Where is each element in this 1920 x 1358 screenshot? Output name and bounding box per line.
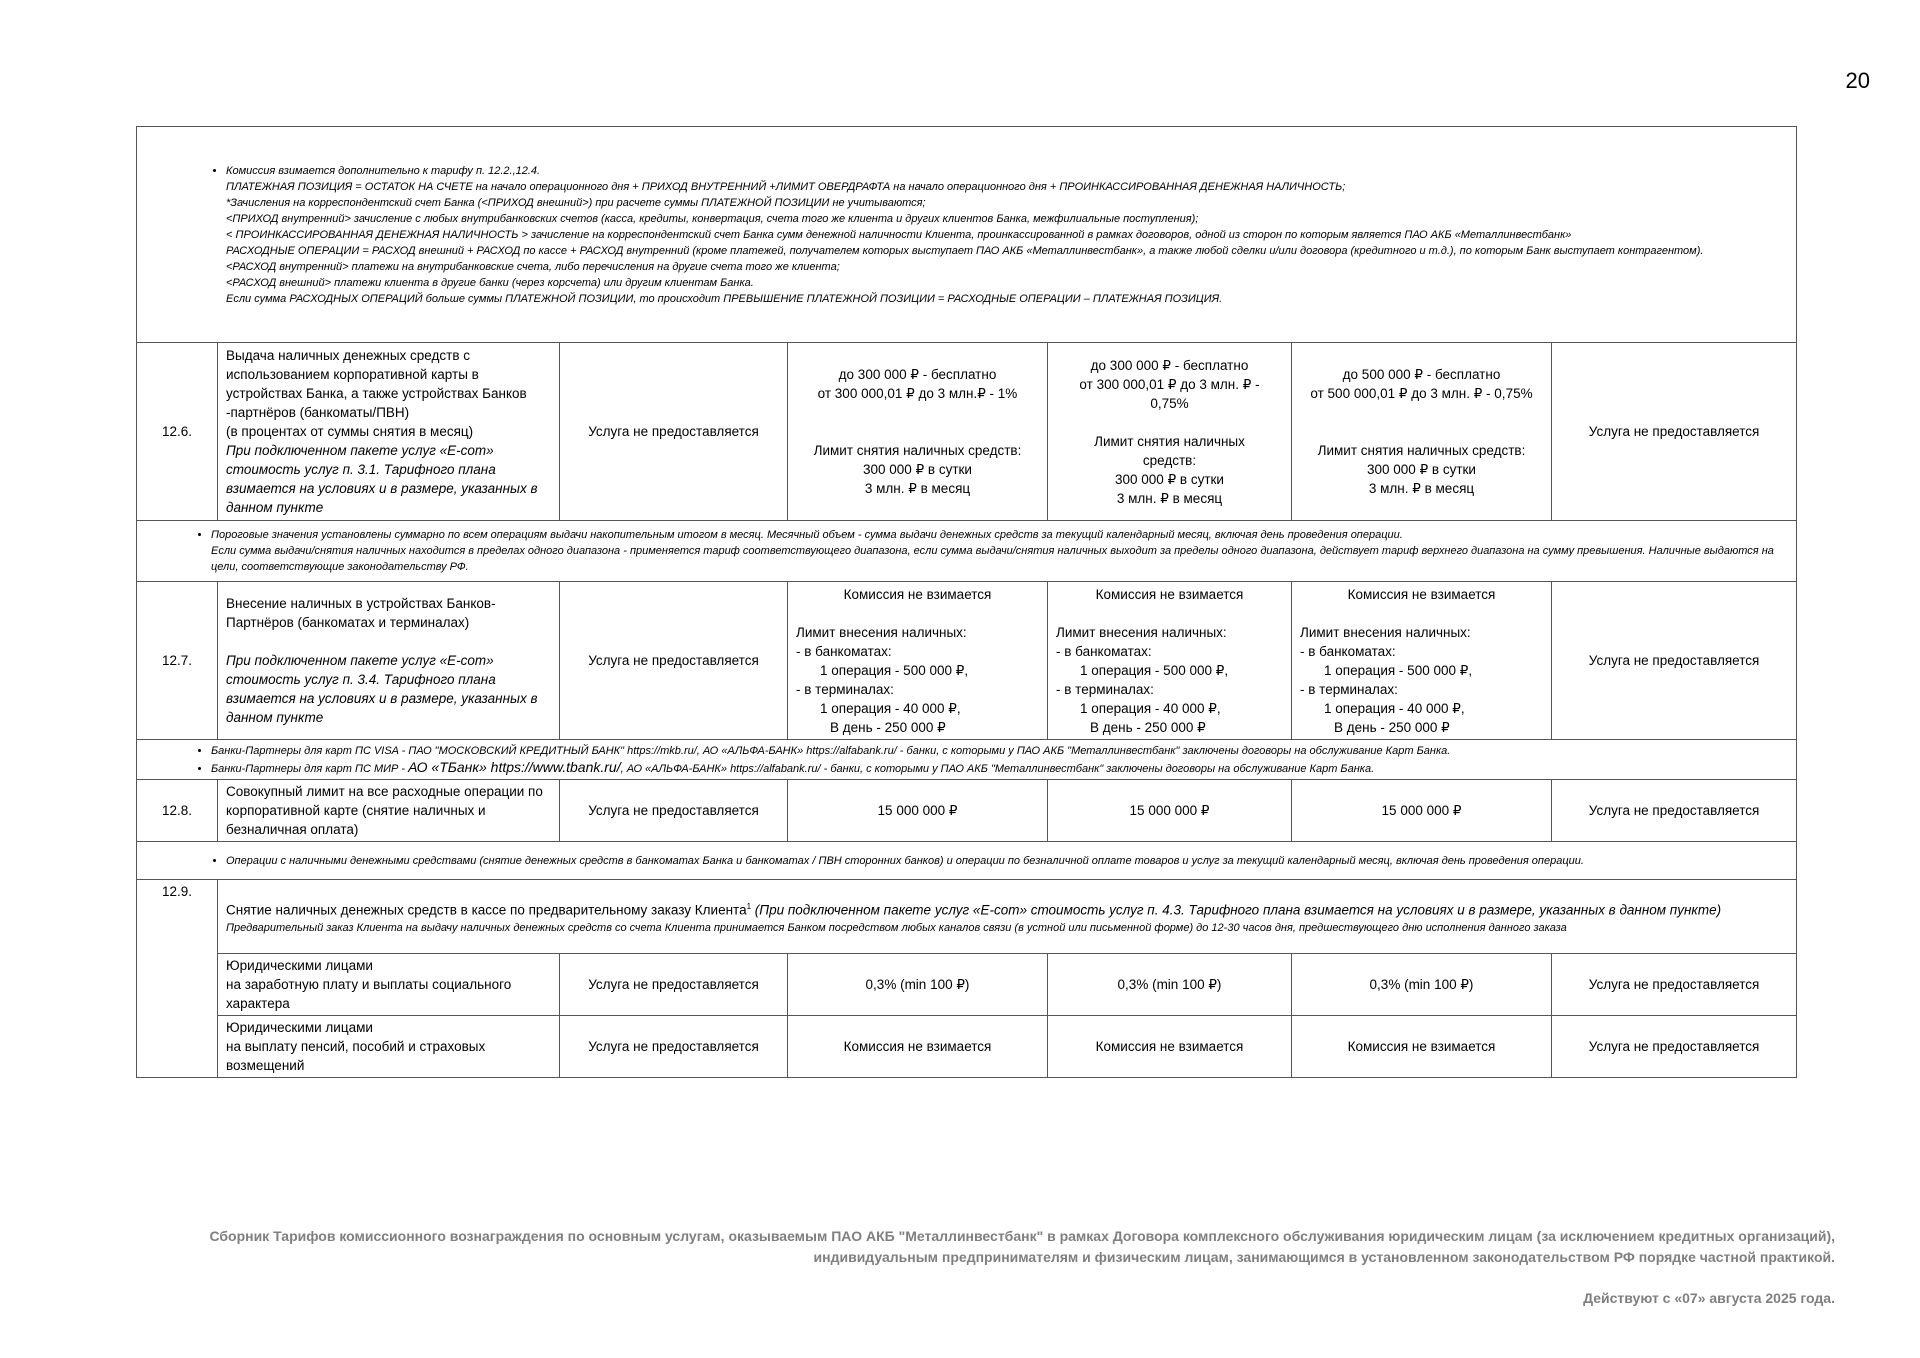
note-cell-top [137, 127, 1797, 343]
tariff-cell: Услуга не предоставляется [560, 954, 788, 1016]
page-number: 20 [1845, 68, 1870, 93]
row-description [218, 582, 560, 740]
row-description: Юридическими лицами на выплату пенсий, пособий и страховых возмещений [218, 1016, 560, 1078]
desc-main: Внесение наличных в устройствах Банков-Партнёров (банкоматах и терминалах) [226, 596, 496, 630]
tariff-cell: Комиссия не взимается [1292, 1016, 1552, 1078]
row-12-9-title-italic: (При подключенном пакете услуг «E-com» стоимость услуг п. 4.3. Тарифного плана взимается на условиях и в размере, указанных в данном пункте) [751, 902, 1722, 918]
footnote-mark: 1 [746, 902, 752, 912]
table-row-12-8 [137, 780, 1797, 842]
atm-value: 1 операция - 500 000 ₽, [820, 662, 969, 678]
desc-main: Выдача наличных денежных средств с использованием корпоративной карты в устройствах Банка, а также устройствах Банков -партнёров (банкоматы/ПВН) [226, 348, 527, 420]
tariff-line: средств: [1142, 452, 1197, 468]
tariff-line: 3 млн. ₽ в месяц [1368, 481, 1475, 496]
note-row-top [137, 127, 1797, 343]
atm-label: - в банкоматах: [1056, 643, 1152, 659]
note-top-bullet: • Комиссия взимается дополнительно к тарифу п. 12.2.,12.4. [226, 163, 1782, 179]
terminal-label: - в терминалах: [1300, 681, 1398, 697]
note-cell-12-7 [137, 740, 1797, 780]
note-12-6-rest: Если сумма выдачи/снятия наличных находится в пределах одного диапазона - применяется тариф соответствующего диапазона, если сумма выдачи/снятия наличных выходит за пределы одного диапазона, действует тариф верхнего диапазона на сумму превышения. Наличные выдаются на цели, соответствующие законодательству РФ. [211, 545, 1774, 573]
day-value: В день - 250 000 ₽ [830, 719, 946, 735]
tariff-line: 3 млн. ₽ в месяц [864, 481, 971, 496]
tariff-line: 300 000 ₽ в сутки [1367, 462, 1476, 477]
row-12-9-title: Снятие наличных денежных средств в кассе по предварительному заказу Клиента [226, 902, 747, 918]
note-12-7-item2: • Банки-Партнеры для карт ПС МИР - АО «ТБанк» https://www.tbank.ru/, АО «АЛЬФА-БАНК» https://alfabank.ru/ - банки, с которыми у ПАО АКБ "Металлинвестбанк" заключены договоры на обслуживание Карт Банка. [211, 759, 1782, 777]
row-number: 12.9. [137, 880, 218, 1078]
tariff-cell: Услуга не предоставляется [1552, 954, 1797, 1016]
note-cell-12-8 [137, 842, 1797, 880]
tariff-cell [788, 343, 1048, 521]
limit-title: Лимит внесения наличных: [796, 624, 967, 640]
tariff-line: до 300 000 ₽ - бесплатно [838, 367, 997, 382]
tariff-cell: 15 000 000 ₽ [1292, 780, 1552, 842]
note-top-line: ПЛАТЕЖНАЯ ПОЗИЦИЯ = ОСТАТОК НА СЧЕТЕ на начало операционного дня + ПРИХОД ВНУТРЕННИЙ +ЛИМИТ ОВЕРДРАФТА на начало операционного дня + ПРОИНКАССИРОВАННАЯ ДЕНЕЖНАЯ НАЛИЧНОСТЬ; [226, 180, 1346, 193]
tariff-cell: Услуга не предоставляется [560, 780, 788, 842]
desc-italic: При подключенном пакете услуг «E-com» стоимость услуг п. 3.1. Тарифного плана взимается на условиях и в размере, указанных в данном пункте [226, 443, 538, 515]
desc-italic: При подключенном пакете услуг «E-com» стоимость услуг п. 3.4. Тарифного плана взимается на условиях и в размере, указанных в данном пункте [226, 653, 538, 725]
tariff-cell: Комиссия не взимается [788, 1016, 1048, 1078]
note-12-8-bullet: • Операции с наличными денежными средствами (снятие денежных средств в банкоматах Банка и банкоматах / ПВН сторонних банков) и операции по безналичной оплате товаров и услуг за текущий календарный месяц, включая день проведения операции. [226, 853, 1782, 869]
commission-label: Комиссия не взимается [1095, 586, 1244, 602]
tariff-cell: Услуга не предоставляется [560, 1016, 788, 1078]
table-row-12-6 [137, 343, 1797, 521]
day-value: В день - 250 000 ₽ [1334, 719, 1450, 735]
atm-value: 1 операция - 500 000 ₽, [1080, 662, 1229, 678]
tariff-cell: 0,3% (min 100 ₽) [1048, 954, 1292, 1016]
tariff-cell: Услуга не предоставляется [560, 582, 788, 740]
note-top-line: Если сумма РАСХОДНЫХ ОПЕРАЦИЙ больше суммы ПЛАТЕЖНОЙ ПОЗИЦИИ, то происходит ПРЕВЫШЕНИЕ ПЛАТЕЖНОЙ ПОЗИЦИИ = РАСХОДНЫЕ ОПЕРАЦИИ – ПЛАТЕЖНАЯ ПОЗИЦИЯ. [226, 292, 1223, 305]
row-description: Юридическими лицами на заработную плату и выплаты социального характера [218, 954, 560, 1016]
tariff-cell: Услуга не предоставляется [1552, 343, 1797, 521]
row-description [218, 343, 560, 521]
row-12-9-note: Предварительный заказ Клиента на выдачу наличных денежных средств со счета Клиента принимается Банком посредством любых каналов связи (в устной или письменной форме) до 12-30 часов дня, предшествующего дню исполнения данного заказа [226, 921, 1567, 934]
tariff-line: 0,75% [1150, 395, 1189, 411]
row-number: 12.7. [137, 582, 218, 740]
terminal-value: 1 операция - 40 000 ₽, [820, 700, 961, 716]
tariff-line: 300 000 ₽ в сутки [863, 462, 972, 477]
atm-value: 1 операция - 500 000 ₽, [1324, 662, 1473, 678]
tariff-line: Лимит снятия наличных [1094, 433, 1245, 449]
tariff-cell: Услуга не предоставляется [1552, 780, 1797, 842]
atm-label: - в банкоматах: [1300, 643, 1396, 659]
tariff-line: от 300 000,01 ₽ до 3 млн. ₽ - [1079, 376, 1260, 392]
terminal-value: 1 операция - 40 000 ₽, [1324, 700, 1465, 716]
row-number: 12.8. [137, 780, 218, 842]
tariff-cell [1292, 582, 1552, 740]
note-12-6-bullet: • Пороговые значения установлены суммарно по всем операциям выдачи накопительным итогом в месяц. Месячный объем - сумма выдачи денежных средств за текущий календарный месяц, включая день проведения операции. [211, 527, 1782, 543]
tariff-cell [1048, 582, 1292, 740]
tariff-cell: 15 000 000 ₽ [788, 780, 1048, 842]
tariff-cell [788, 582, 1048, 740]
note-cell-12-6 [137, 521, 1797, 582]
table-row-12-9 [137, 880, 1797, 954]
note-top-line: < ПРОИНКАССИРОВАННАЯ ДЕНЕЖНАЯ НАЛИЧНОСТЬ > зачисление на корреспондентский счет Банка сумм денежной наличности Клиента, проинкассированной в рамках договоров, одной из сторон по которым является ПАО АКБ «Металлинвестбанк» [226, 228, 1572, 241]
tariff-line: 3 млн. ₽ в месяц [1116, 490, 1223, 506]
table-row-12-9-sub2 [137, 1016, 1797, 1078]
note-row-12-8 [137, 842, 1797, 880]
footer-effective-date: Действуют с «07» августа 2025 года. [1583, 1290, 1835, 1306]
tariff-cell [1048, 343, 1292, 521]
note-row-12-7 [137, 740, 1797, 780]
atm-label: - в банкоматах: [796, 643, 892, 659]
tariff-cell: Услуга не предоставляется [1552, 582, 1797, 740]
tariff-cell: Комиссия не взимается [1048, 1016, 1292, 1078]
tariff-line: до 500 000 ₽ - бесплатно [1342, 367, 1501, 382]
terminal-value: 1 операция - 40 000 ₽, [1080, 700, 1221, 716]
row-number: 12.6. [137, 343, 218, 521]
footer-line-1: Сборник Тарифов комиссионного вознаграждения по основным услугам, оказываемым ПАО АКБ "Металлинвестбанк" в рамках Договора комплексного обслуживания юридическим лицам (за исключением кредитных организаций), [209, 1228, 1835, 1244]
tariff-line: Лимит снятия наличных средств: [1317, 443, 1526, 458]
tariff-line: от 300 000,01 ₽ до 3 млн.₽ - 1% [817, 386, 1018, 401]
tariff-line: 300 000 ₽ в сутки [1115, 471, 1224, 487]
tariff-table [136, 126, 1797, 1078]
tariff-cell: 15 000 000 ₽ [1048, 780, 1292, 842]
note-top-line: *Зачисления на корреспондентский счет Банка (<ПРИХОД внешний>) при расчете суммы ПЛАТЕЖНОЙ ПОЗИЦИИ не учитываются; [226, 196, 926, 209]
desc-sub: (в процентах от суммы снятия в месяц) [226, 424, 474, 439]
terminal-label: - в терминалах: [1056, 681, 1154, 697]
note-row-12-6 [137, 521, 1797, 582]
note-12-7-item1: • Банки-Партнеры для карт ПС VISA - ПАО "МОСКОВСКИЙ КРЕДИТНЫЙ БАНК" https://mkb.ru/, АО «АЛЬФА-БАНК» https://alfabank.ru/ - банки, с которыми у ПАО АКБ "Металлинвестбанк" заключены договоры на обслуживание Карт Банка. [211, 743, 1782, 759]
row-description: Совокупный лимит на все расходные операции по корпоративной карте (снятие наличных и безналичная оплата) [218, 780, 560, 842]
terminal-label: - в терминалах: [796, 681, 894, 697]
row-12-9-title-cell [218, 880, 1797, 954]
limit-title: Лимит внесения наличных: [1056, 624, 1227, 640]
note-top-line: <РАСХОД внутренний> платежи на внутрибанковские счета, либо перечисления на другие счета того же клиента; [226, 260, 840, 273]
tariff-line: от 500 000,01 ₽ до 3 млн. ₽ - 0,75% [1310, 386, 1533, 401]
footer-line-2: индивидуальным предпринимателям и физическим лицам, занимающимся в установленном законодательством РФ порядке частной практикой. [813, 1249, 1835, 1265]
table-row-12-7 [137, 582, 1797, 740]
note-top-line: <РАСХОД внешний> платежи клиента в другие банки (через корсчета) или другим клиентам Банка. [226, 276, 754, 289]
tariff-line: до 300 000 ₽ - бесплатно [1090, 357, 1249, 373]
tariff-cell: Услуга не предоставляется [560, 343, 788, 521]
tariff-cell: 0,3% (min 100 ₽) [1292, 954, 1552, 1016]
day-value: В день - 250 000 ₽ [1090, 719, 1206, 735]
commission-label: Комиссия не взимается [843, 586, 992, 602]
note-top-line: <ПРИХОД внутренний> зачисление с любых внутрибанковских счетов (касса, кредиты, конвертация, счета того же клиента и других клиентов Банка, межфилиальные поступления); [226, 212, 1199, 225]
tariff-cell: Услуга не предоставляется [1552, 1016, 1797, 1078]
tariff-line: Лимит снятия наличных средств: [813, 443, 1022, 458]
footer-title [140, 1226, 1835, 1268]
table-row-12-9-sub1 [137, 954, 1797, 1016]
commission-label: Комиссия не взимается [1347, 586, 1496, 602]
tariff-cell: 0,3% (min 100 ₽) [788, 954, 1048, 1016]
limit-title: Лимит внесения наличных: [1300, 624, 1471, 640]
tbank-link-text: АО «ТБанк» https://www.tbank.ru/ [408, 758, 621, 775]
tariff-cell [1292, 343, 1552, 521]
note-top-line: РАСХОДНЫЕ ОПЕРАЦИИ = РАСХОД внешний + РАСХОД по кассе + РАСХОД внутренний (кроме платежей, получателем которых выступает ПАО АКБ «Металлинвестбанк», а также любой сделки и/или договора (кредитного и т.д.), по которым Банк выступает контрагентом). [226, 244, 1704, 257]
